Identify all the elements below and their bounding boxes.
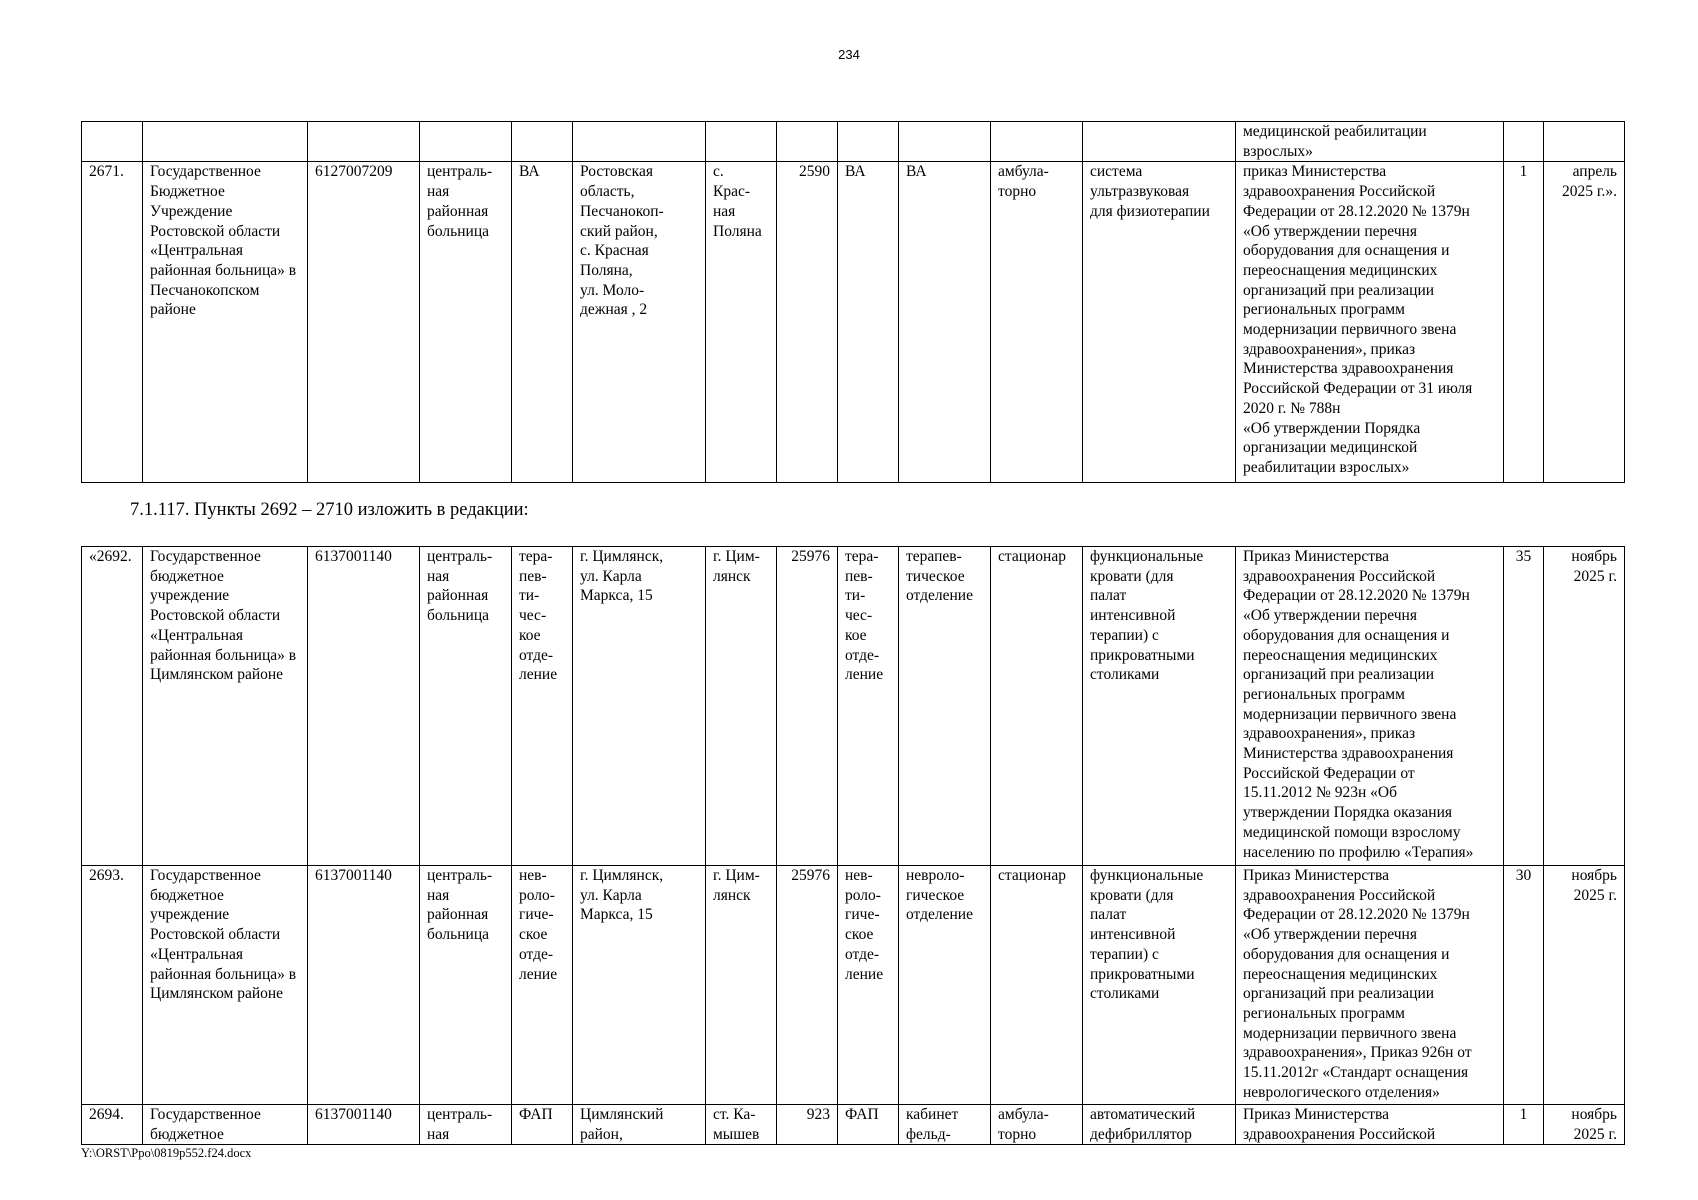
cell-institution-type: централь- ная районная больница xyxy=(420,162,512,483)
cell-equipment-name: функциональные кровати (для палат интенсивной терапии) с прикроватными столиками xyxy=(1083,547,1236,866)
cell-inn: 6137001140 xyxy=(308,547,420,866)
cell-equipment-name: автоматический дефибриллятор xyxy=(1083,1105,1236,1145)
cell-quantity: 1 xyxy=(1504,1105,1544,1145)
section-heading: 7.1.117. Пункты 2692 – 2710 изложить в редакции: xyxy=(130,500,529,520)
cell-delivery-date: апрель 2025 г.». xyxy=(1544,162,1625,483)
cell-locality xyxy=(706,122,777,162)
cell-quantity: 1 xyxy=(1504,162,1544,483)
cell-row-number: 2693. xyxy=(82,866,143,1105)
cell-unit xyxy=(838,122,899,162)
cell-quantity: 30 xyxy=(1504,866,1544,1105)
cell-legal-basis: Приказ Министерства здравоохранения Российской Федерации от 28.12.2020 № 1379н «Об утверждении перечня оборудования для оснащения и переоснащения медицинских организаций при реализации региональных программ модернизации первичного звена здравоохранения», Приказ 926н от 15.11.2012г «Стандарт оснащения неврологического отделения» xyxy=(1236,866,1504,1105)
cell-delivery-date: ноябрь 2025 г. xyxy=(1544,547,1625,866)
cell-population xyxy=(777,122,838,162)
cell-unit: ФАП xyxy=(838,1105,899,1145)
cell-subdivision: тера- пев- ти- чес- кое отде- ление xyxy=(512,547,573,866)
cell-inn: 6137001140 xyxy=(308,866,420,1105)
cell-population: 2590 xyxy=(777,162,838,483)
cell-subdivision: ФАП xyxy=(512,1105,573,1145)
cell-department: терапев- тическое отделение xyxy=(899,547,991,866)
cell-unit: нев- роло- гиче- ское отде- ление xyxy=(838,866,899,1105)
cell-subdivision xyxy=(512,122,573,162)
cell-department: кабинет фельд- xyxy=(899,1105,991,1145)
cell-care-mode: амбула- торно xyxy=(991,1105,1083,1145)
cell-equipment-name: функциональные кровати (для палат интенсивной терапии) с прикроватными столиками xyxy=(1083,866,1236,1105)
cell-unit: ВА xyxy=(838,162,899,483)
cell-subdivision: ВА xyxy=(512,162,573,483)
cell-inn: 6137001140 xyxy=(308,1105,420,1145)
equipment-table xyxy=(81,546,1625,1145)
cell-unit: тера- пев- ти- чес- кое отде- ление xyxy=(838,547,899,866)
cell-department: ВА xyxy=(899,162,991,483)
cell-row-number: 2671. xyxy=(82,162,143,483)
table-row xyxy=(82,547,1625,866)
page-number: 234 xyxy=(838,47,860,62)
cell-locality: ст. Ка- мышев xyxy=(706,1105,777,1145)
cell-equipment-name: система ультразвуковая для физиотерапии xyxy=(1083,162,1236,483)
cell-population: 25976 xyxy=(777,866,838,1105)
cell-organization-name: Государственное бюджетное учреждение Ростовской области «Центральная районная больница» в Цимлянском районе xyxy=(143,866,308,1105)
cell-locality: г. Цим- лянск xyxy=(706,547,777,866)
cell-population: 923 xyxy=(777,1105,838,1145)
cell-institution-type xyxy=(420,122,512,162)
table-row xyxy=(82,866,1625,1105)
cell-legal-basis: медицинской реабилитации взрослых» xyxy=(1236,122,1504,162)
cell-address: г. Цимлянск, ул. Карла Маркса, 15 xyxy=(573,866,706,1105)
cell-organization-name: Государственное бюджетное xyxy=(143,1105,308,1145)
cell-population: 25976 xyxy=(777,547,838,866)
cell-address: Цимлянский район, xyxy=(573,1105,706,1145)
cell-organization-name: Государственное бюджетное учреждение Ростовской области «Центральная районная больница» в Цимлянском районе xyxy=(143,547,308,866)
cell-institution-type: централь- ная районная больница xyxy=(420,547,512,866)
cell-address xyxy=(573,122,706,162)
cell-row-number xyxy=(82,122,143,162)
cell-care-mode: стационар xyxy=(991,547,1083,866)
cell-organization-name xyxy=(143,122,308,162)
cell-legal-basis: приказ Министерства здравоохранения Российской Федерации от 28.12.2020 № 1379н «Об утверждении перечня оборудования для оснащения и переоснащения медицинских организаций при реализации региональных программ модернизации первичного звена здравоохранения», приказ Министерства здравоохранения Российской Федерации от 31 июля 2020 г. № 788н «Об утверждении Порядка организации медицинской реабилитации взрослых» xyxy=(1236,162,1504,483)
file-path-footer: Y:\ORST\Ppo\0819p552.f24.docx xyxy=(81,1146,252,1160)
cell-legal-basis: Приказ Министерства здравоохранения Российской Федерации от 28.12.2020 № 1379н «Об утверждении перечня оборудования для оснащения и переоснащения медицинских организаций при реализации региональных программ модернизации первичного звена здравоохранения», приказ Министерства здравоохранения Российской Федерации от 15.11.2012 № 923н «Об утверждении Порядка оказания медицинской помощи взрослому населению по профилю «Терапия» xyxy=(1236,547,1504,866)
cell-care-mode: стационар xyxy=(991,866,1083,1105)
table-row xyxy=(82,162,1625,483)
cell-delivery-date: ноябрь 2025 г. xyxy=(1544,1105,1625,1145)
cell-inn: 6127007209 xyxy=(308,162,420,483)
cell-legal-basis: Приказ Министерства здравоохранения Российской xyxy=(1236,1105,1504,1145)
cell-address: г. Цимлянск, ул. Карла Маркса, 15 xyxy=(573,547,706,866)
cell-address: Ростовская область, Песчанокоп- ский район, с. Красная Поляна, ул. Моло- дежная , 2 xyxy=(573,162,706,483)
cell-care-mode: амбула- торно xyxy=(991,162,1083,483)
cell-organization-name: Государственное Бюджетное Учреждение Ростовской области «Центральная районная больница» в Песчанокопском районе xyxy=(143,162,308,483)
cell-care-mode xyxy=(991,122,1083,162)
cell-inn xyxy=(308,122,420,162)
table-row xyxy=(82,122,1625,162)
cell-delivery-date: ноябрь 2025 г. xyxy=(1544,866,1625,1105)
table-row xyxy=(82,1105,1625,1145)
cell-delivery-date xyxy=(1544,122,1625,162)
cell-row-number: 2694. xyxy=(82,1105,143,1145)
cell-locality: с. Крас- ная Поляна xyxy=(706,162,777,483)
cell-department: невроло- гическое отделение xyxy=(899,866,991,1105)
cell-institution-type: централь- ная районная больница xyxy=(420,866,512,1105)
cell-equipment-name xyxy=(1083,122,1236,162)
equipment-table-continuation xyxy=(81,121,1625,483)
cell-quantity: 35 xyxy=(1504,547,1544,866)
cell-subdivision: нев- роло- гиче- ское отде- ление xyxy=(512,866,573,1105)
cell-row-number: «2692. xyxy=(82,547,143,866)
cell-quantity xyxy=(1504,122,1544,162)
cell-department xyxy=(899,122,991,162)
cell-locality: г. Цим- лянск xyxy=(706,866,777,1105)
cell-institution-type: централь- ная xyxy=(420,1105,512,1145)
